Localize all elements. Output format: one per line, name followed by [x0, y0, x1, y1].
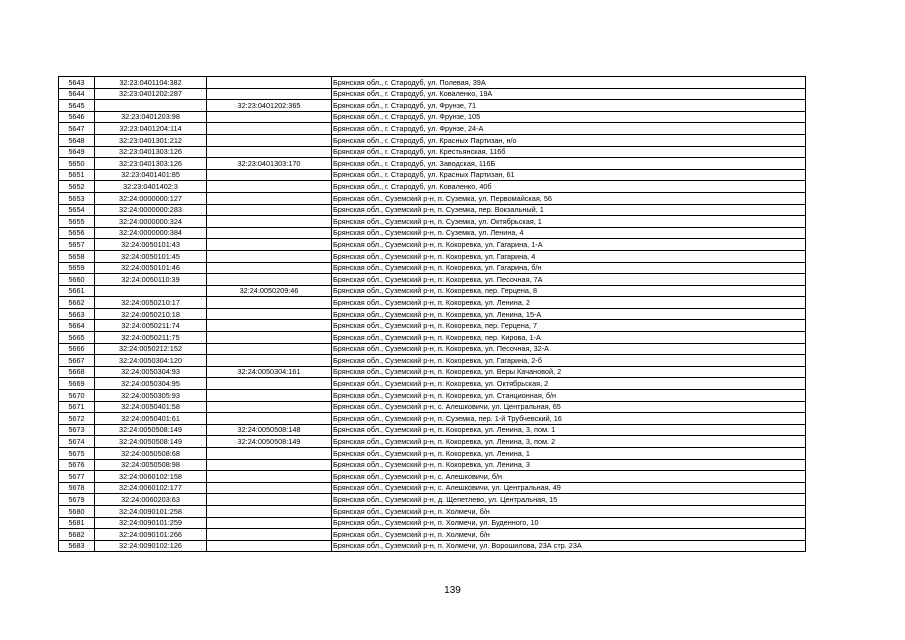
- cadastral-number-cell: 32:24:0050210:17: [95, 297, 207, 309]
- table-row: [59, 308, 806, 320]
- cadastral-number-cell: 32:23:0401303:126: [95, 158, 207, 170]
- table-row: [59, 123, 806, 135]
- row-number-cell: 5677: [59, 471, 95, 483]
- cadastral-number-cell: 32:24:0060102:177: [95, 482, 207, 494]
- row-number-cell: 5665: [59, 332, 95, 344]
- address-cell: Брянская обл., Суземский р-н, п. Кокоревка, ул. Ленина, 3: [332, 459, 806, 471]
- cadastral-number-cell: 32:24:0050304:93: [95, 366, 207, 378]
- cadastral-number-cell: 32:24:0050401:61: [95, 413, 207, 425]
- table-row: [59, 529, 806, 541]
- row-number-cell: 5668: [59, 366, 95, 378]
- table-row: [59, 274, 806, 286]
- address-cell: Брянская обл., г. Стародуб, ул. Фрунзе, 105: [332, 111, 806, 123]
- row-number-cell: 5656: [59, 227, 95, 239]
- table-row: [59, 158, 806, 170]
- address-cell: Брянская обл., Суземский р-н, п. Суземка, пер. 1-й Трубчевский, 16: [332, 413, 806, 425]
- table-row: [59, 192, 806, 204]
- row-number-cell: 5683: [59, 540, 95, 552]
- cadastral-number-cell: 32:24:0000000:283: [95, 204, 207, 216]
- previous-cadastral-number-cell: [207, 274, 332, 286]
- cadastral-number-cell: 32:24:0050211:74: [95, 320, 207, 332]
- table-row: [59, 320, 806, 332]
- address-cell: Брянская обл., Суземский р-н, п. Кокоревка, ул. Песочная, 7А: [332, 274, 806, 286]
- cadastral-number-cell: 32:23:0401401:85: [95, 169, 207, 181]
- row-number-cell: 5679: [59, 494, 95, 506]
- row-number-cell: 5653: [59, 192, 95, 204]
- row-number-cell: 5660: [59, 274, 95, 286]
- row-number-cell: 5681: [59, 517, 95, 529]
- previous-cadastral-number-cell: [207, 262, 332, 274]
- table-row: [59, 401, 806, 413]
- previous-cadastral-number-cell: [207, 517, 332, 529]
- previous-cadastral-number-cell: 32:24:0050508:148: [207, 424, 332, 436]
- row-number-cell: 5680: [59, 505, 95, 517]
- previous-cadastral-number-cell: [207, 378, 332, 390]
- cadastral-number-cell: 32:24:0050212:152: [95, 343, 207, 355]
- previous-cadastral-number-cell: 32:24:0050304:161: [207, 366, 332, 378]
- row-number-cell: 5658: [59, 250, 95, 262]
- address-cell: Брянская обл., г. Стародуб, ул. Полевая, 39А: [332, 77, 806, 89]
- cadastral-number-cell: 32:23:0401104:382: [95, 77, 207, 89]
- address-cell: Брянская обл., Суземский р-н, п. Кокоревка, ул. Песочная, 32-А: [332, 343, 806, 355]
- previous-cadastral-number-cell: [207, 413, 332, 425]
- cadastral-number-cell: 32:24:0000000:324: [95, 216, 207, 228]
- table-row: [59, 366, 806, 378]
- cadastral-number-cell: 32:24:0050508:149: [95, 424, 207, 436]
- cadastral-number-cell: [95, 100, 207, 112]
- row-number-cell: 5673: [59, 424, 95, 436]
- row-number-cell: 5646: [59, 111, 95, 123]
- cadastral-number-cell: 32:23:0401303:126: [95, 146, 207, 158]
- row-number-cell: 5671: [59, 401, 95, 413]
- previous-cadastral-number-cell: [207, 540, 332, 552]
- table-row: [59, 471, 806, 483]
- address-cell: Брянская обл., Суземский р-н, с. Алешковичи, ул. Центральная, 49: [332, 482, 806, 494]
- cadastral-number-cell: 32:23:0401402:3: [95, 181, 207, 193]
- previous-cadastral-number-cell: [207, 88, 332, 100]
- address-cell: Брянская обл., Суземский р-н, п. Холмечи, ул. Буденного, 10: [332, 517, 806, 529]
- table-row: [59, 111, 806, 123]
- address-cell: Брянская обл., Суземский р-н, п. Кокоревка, ул. Ленина, 3, пом. 2: [332, 436, 806, 448]
- previous-cadastral-number-cell: [207, 123, 332, 135]
- address-cell: Брянская обл., Суземский р-н, п. Кокоревка, ул. Октябрьская, 2: [332, 378, 806, 390]
- table-row: [59, 262, 806, 274]
- register-table-body: [59, 77, 806, 552]
- address-cell: Брянская обл., Суземский р-н, п. Холмечи, б/н: [332, 529, 806, 541]
- cadastral-number-cell: 32:24:0090101:266: [95, 529, 207, 541]
- address-cell: Брянская обл., Суземский р-н, п. Холмечи, б/н: [332, 505, 806, 517]
- row-number-cell: 5659: [59, 262, 95, 274]
- previous-cadastral-number-cell: [207, 320, 332, 332]
- address-cell: Брянская обл., г. Стародуб, ул. Фрунзе, 71: [332, 100, 806, 112]
- previous-cadastral-number-cell: [207, 471, 332, 483]
- cadastral-number-cell: 32:24:0090102:126: [95, 540, 207, 552]
- row-number-cell: 5644: [59, 88, 95, 100]
- row-number-cell: 5666: [59, 343, 95, 355]
- previous-cadastral-number-cell: [207, 494, 332, 506]
- previous-cadastral-number-cell: [207, 297, 332, 309]
- address-cell: Брянская обл., г. Стародуб, ул. Красных Партизан, 61: [332, 169, 806, 181]
- table-row: [59, 505, 806, 517]
- table-row: [59, 482, 806, 494]
- address-cell: Брянская обл., Суземский р-н, д. Щепетлево, ул. Центральная, 15: [332, 494, 806, 506]
- cadastral-number-cell: 32:24:0050508:68: [95, 448, 207, 460]
- table-row: [59, 436, 806, 448]
- table-row: [59, 227, 806, 239]
- previous-cadastral-number-cell: [207, 227, 332, 239]
- cadastral-number-cell: 32:23:0401202:287: [95, 88, 207, 100]
- previous-cadastral-number-cell: [207, 448, 332, 460]
- previous-cadastral-number-cell: [207, 529, 332, 541]
- address-cell: Брянская обл., Суземский р-н, п. Кокоревка, ул. Веры Качановой, 2: [332, 366, 806, 378]
- table-row: [59, 494, 806, 506]
- address-cell: Брянская обл., Суземский р-н, п. Кокоревка, ул. Гагарина, 2-б: [332, 355, 806, 367]
- previous-cadastral-number-cell: [207, 482, 332, 494]
- address-cell: Брянская обл., Суземский р-н, п. Кокоревка, ул. Ленина, 3, пом. 1: [332, 424, 806, 436]
- row-number-cell: 5651: [59, 169, 95, 181]
- row-number-cell: 5667: [59, 355, 95, 367]
- table-row: [59, 448, 806, 460]
- row-number-cell: 5650: [59, 158, 95, 170]
- table-row: [59, 390, 806, 402]
- table-row: [59, 540, 806, 552]
- previous-cadastral-number-cell: [207, 239, 332, 251]
- cadastral-number-cell: 32:24:0090101:259: [95, 517, 207, 529]
- table-row: [59, 204, 806, 216]
- previous-cadastral-number-cell: [207, 134, 332, 146]
- cadastral-number-cell: 32:24:0050305:93: [95, 390, 207, 402]
- row-number-cell: 5652: [59, 181, 95, 193]
- table-row: [59, 517, 806, 529]
- previous-cadastral-number-cell: [207, 146, 332, 158]
- address-cell: Брянская обл., г. Стародуб, ул. Коваленко, 40б: [332, 181, 806, 193]
- cadastral-number-cell: 32:24:0050101:43: [95, 239, 207, 251]
- cadastral-number-cell: 32:24:0050210:18: [95, 308, 207, 320]
- previous-cadastral-number-cell: [207, 401, 332, 413]
- row-number-cell: 5657: [59, 239, 95, 251]
- cadastral-number-cell: 32:24:0050508:149: [95, 436, 207, 448]
- row-number-cell: 5672: [59, 413, 95, 425]
- row-number-cell: 5643: [59, 77, 95, 89]
- address-cell: Брянская обл., г. Стародуб, ул. Фрунзе, 24-А: [332, 123, 806, 135]
- table-row: [59, 424, 806, 436]
- cadastral-number-cell: 32:24:0050211:75: [95, 332, 207, 344]
- cadastral-number-cell: 32:24:0060102:158: [95, 471, 207, 483]
- table-row: [59, 297, 806, 309]
- row-number-cell: 5648: [59, 134, 95, 146]
- cadastral-number-cell: 32:23:0401301:212: [95, 134, 207, 146]
- row-number-cell: 5675: [59, 448, 95, 460]
- previous-cadastral-number-cell: [207, 192, 332, 204]
- previous-cadastral-number-cell: 32:23:0401303:170: [207, 158, 332, 170]
- previous-cadastral-number-cell: [207, 332, 332, 344]
- cadastral-number-cell: 32:24:0050101:46: [95, 262, 207, 274]
- table-row: [59, 239, 806, 251]
- address-cell: Брянская обл., г. Стародуб, ул. Заводская, 116Б: [332, 158, 806, 170]
- cadastral-number-cell: 32:24:0050101:45: [95, 250, 207, 262]
- previous-cadastral-number-cell: [207, 343, 332, 355]
- previous-cadastral-number-cell: [207, 250, 332, 262]
- table-row: [59, 100, 806, 112]
- table-row: [59, 77, 806, 89]
- previous-cadastral-number-cell: [207, 390, 332, 402]
- address-cell: Брянская обл., Суземский р-н, п. Суземка, ул. Октябрьская, 1: [332, 216, 806, 228]
- row-number-cell: 5676: [59, 459, 95, 471]
- address-cell: Брянская обл., Суземский р-н, п. Кокоревка, ул. Станционная, б/н: [332, 390, 806, 402]
- table-row: [59, 146, 806, 158]
- row-number-cell: 5649: [59, 146, 95, 158]
- previous-cadastral-number-cell: [207, 459, 332, 471]
- previous-cadastral-number-cell: [207, 505, 332, 517]
- table-row: [59, 459, 806, 471]
- address-cell: Брянская обл., Суземский р-н, п. Кокоревка, ул. Гагарина, 1-А: [332, 239, 806, 251]
- row-number-cell: 5674: [59, 436, 95, 448]
- address-cell: Брянская обл., Суземский р-н, п. Кокоревка, ул. Ленина, 1: [332, 448, 806, 460]
- page-number: 139: [444, 585, 461, 596]
- row-number-cell: 5645: [59, 100, 95, 112]
- address-cell: Брянская обл., г. Стародуб, ул. Крестьянская, 116б: [332, 146, 806, 158]
- address-cell: Брянская обл., г. Стародуб, ул. Красных Партизан, н/о: [332, 134, 806, 146]
- cadastral-number-cell: 32:24:0060203:63: [95, 494, 207, 506]
- address-cell: Брянская обл., Суземский р-н, п. Кокоревка, ул. Гагарина, б/н: [332, 262, 806, 274]
- table-row: [59, 413, 806, 425]
- table-row: [59, 88, 806, 100]
- address-cell: Брянская обл., Суземский р-н, п. Кокоревка, пер. Кирова, 1-А: [332, 332, 806, 344]
- cadastral-number-cell: 32:23:0401203:98: [95, 111, 207, 123]
- table-row: [59, 169, 806, 181]
- previous-cadastral-number-cell: 32:23:0401202:365: [207, 100, 332, 112]
- address-cell: Брянская обл., Суземский р-н, п. Кокоревка, пер. Герцена, 7: [332, 320, 806, 332]
- property-register-table: [58, 76, 806, 552]
- cadastral-number-cell: 32:24:0050401:58: [95, 401, 207, 413]
- cadastral-number-cell: 32:24:0000000:127: [95, 192, 207, 204]
- previous-cadastral-number-cell: [207, 355, 332, 367]
- address-cell: Брянская обл., Суземский р-н, п. Суземка, пер. Вокзальный, 1: [332, 204, 806, 216]
- previous-cadastral-number-cell: [207, 111, 332, 123]
- table-row: [59, 250, 806, 262]
- address-cell: Брянская обл., Суземский р-н, п. Суземка, ул. Ленина, 4: [332, 227, 806, 239]
- address-cell: Брянская обл., Суземский р-н, п. Холмечи, ул. Ворошилова, 23А стр. 23А: [332, 540, 806, 552]
- cadastral-number-cell: 32:24:0050508:98: [95, 459, 207, 471]
- table-row: [59, 181, 806, 193]
- row-number-cell: 5670: [59, 390, 95, 402]
- previous-cadastral-number-cell: [207, 169, 332, 181]
- row-number-cell: 5669: [59, 378, 95, 390]
- address-cell: Брянская обл., Суземский р-н, с. Алешковичи, ул. Центральная, 65: [332, 401, 806, 413]
- previous-cadastral-number-cell: [207, 77, 332, 89]
- previous-cadastral-number-cell: [207, 216, 332, 228]
- table-row: [59, 343, 806, 355]
- cadastral-number-cell: 32:24:0050304:95: [95, 378, 207, 390]
- row-number-cell: 5682: [59, 529, 95, 541]
- table-row: [59, 355, 806, 367]
- cadastral-number-cell: 32:24:0050110:39: [95, 274, 207, 286]
- address-cell: Брянская обл., Суземский р-н, п. Суземка, ул. Первомайская, 56: [332, 192, 806, 204]
- row-number-cell: 5678: [59, 482, 95, 494]
- row-number-cell: 5654: [59, 204, 95, 216]
- previous-cadastral-number-cell: 32:24:0050209:46: [207, 285, 332, 297]
- cadastral-number-cell: 32:24:0050304:120: [95, 355, 207, 367]
- address-cell: Брянская обл., Суземский р-н, п. Кокоревка, ул. Ленина, 2: [332, 297, 806, 309]
- table-row: [59, 285, 806, 297]
- cadastral-number-cell: 32:24:0090101:258: [95, 505, 207, 517]
- address-cell: Брянская обл., Суземский р-н, п. Кокоревка, ул. Ленина, 15-А: [332, 308, 806, 320]
- previous-cadastral-number-cell: [207, 308, 332, 320]
- table-row: [59, 378, 806, 390]
- address-cell: Брянская обл., г. Стародуб, ул. Коваленко, 19А: [332, 88, 806, 100]
- address-cell: Брянская обл., Суземский р-н, п. Кокоревка, пер. Герцена, 8: [332, 285, 806, 297]
- table-row: [59, 134, 806, 146]
- table-row: [59, 332, 806, 344]
- cadastral-number-cell: 32:23:0401204:114: [95, 123, 207, 135]
- previous-cadastral-number-cell: [207, 204, 332, 216]
- address-cell: Брянская обл., Суземский р-н, п. Кокоревка, ул. Гагарина, 4: [332, 250, 806, 262]
- row-number-cell: 5661: [59, 285, 95, 297]
- row-number-cell: 5664: [59, 320, 95, 332]
- row-number-cell: 5655: [59, 216, 95, 228]
- previous-cadastral-number-cell: [207, 181, 332, 193]
- row-number-cell: 5647: [59, 123, 95, 135]
- table-row: [59, 216, 806, 228]
- cadastral-number-cell: 32:24:0000000:384: [95, 227, 207, 239]
- address-cell: Брянская обл., Суземский р-н, с. Алешковичи, б/н: [332, 471, 806, 483]
- row-number-cell: 5662: [59, 297, 95, 309]
- row-number-cell: 5663: [59, 308, 95, 320]
- cadastral-number-cell: [95, 285, 207, 297]
- previous-cadastral-number-cell: 32:24:0050508:149: [207, 436, 332, 448]
